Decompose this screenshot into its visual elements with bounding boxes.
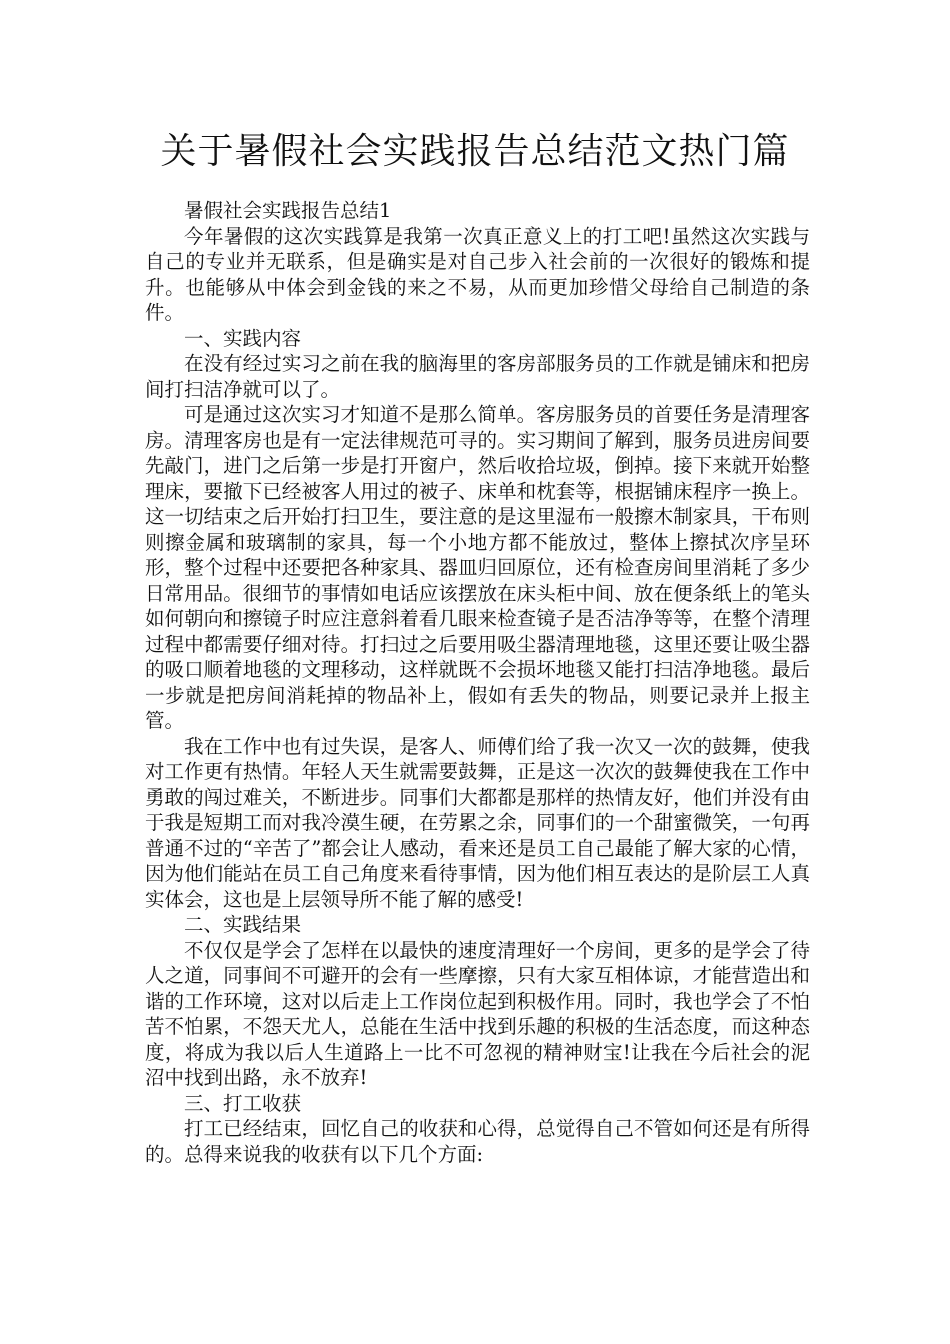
section-heading-work-gains: 三、打工收获 bbox=[184, 1091, 302, 1115]
document-title: 关于暑假社会实践报告总结范文热门篇 bbox=[160, 131, 790, 172]
document-body bbox=[145, 198, 810, 1167]
paragraph-heading-report-1: 暑假社会实践报告总结1 bbox=[184, 199, 392, 222]
paragraph: 可是通过这次实习才知道不是那么简单。客房服务员的首要任务是清理客房。清理客房也是有一定法律规范可寻的。实习期间了解到，服务员进房间要先敲门，进门之后第一步是打开窗户，然后收拾垃圾，倒掉。接下来就开始整理床，要撤下已经被客人用过的被子、床单和枕套等，根据铺床程序一换上。这一切结束之后开始打扫卫生，要注意的是这里湿布一般擦木制家具，干布则则擦金属和玻璃制的家具，每一个小地方都不能放过，整体上擦拭次序呈环形，整个过程中还要把各种家具、器皿归回原位，还有检查房间里消耗了多少日常用品。很细节的事情如电话应该摆放在床头柜中间、放在便条纸上的笔头如何朝向和擦镜子时应注意斜着看几眼来检查镜子是否洁净等等，在整个清理过程中都需要仔细对待。打扫过之后要用吸尘器清理地毯，这里还要让吸尘器的吸口顺着地毯的文理移动，这样就既不会损坏地毯又能打扫洁净地毯。最后一步就是把房间消耗掉的物品补上，假如有丢失的物品，则要记录并上报主管。 bbox=[145, 403, 810, 732]
section-heading-practice-results: 二、实践结果 bbox=[184, 913, 302, 936]
paragraph: 不仅仅是学会了怎样在以最快的速度清理好一个房间，更多的是学会了待人之道，同事间不可避开的会有一些摩擦，只有大家互相体谅，才能营造出和谐的工作环境，这对以后走上工作岗位起到积极作用。同时，我也学会了不怕苦不怕累，不怨天尤人，总能在生活中找到乐趣的积极的生活态度，而这种态度，将成为我以后人生道路上一比不可忽视的精神财宝!让我在今后社会的泥沼中找到出路，永不放弃! bbox=[145, 938, 810, 1089]
paragraph: 在没有经过实习之前在我的脑海里的客房部服务员的工作就是铺床和把房间打扫洁净就可以了。 bbox=[145, 352, 810, 401]
paragraph: 我在工作中也有过失误，是客人、师傅们给了我一次又一次的鼓舞，使我对工作更有热情。年轻人天生就需要鼓舞，正是这一次次的鼓舞使我在工作中勇敢的闯过难关，不断进步。同事们大都都是那样的热情友好，他们并没有由于我是短期工而对我冷漠生硬，在劳累之余，同事们的一个甜蜜微笑，一句再普通不过的“辛苦了”都会让人感动，看来还是员工自己最能了解大家的心情，因为他们能站在员工自己角度来看待事情，因为他们相互表达的是阶层工人真实体会，这也是上层领导所不能了解的感受! bbox=[145, 734, 810, 911]
section-heading-practice-content: 一、实践内容 bbox=[184, 326, 302, 350]
paragraph-intro: 今年暑假的这次实践算是我第一次真正意义上的打工吧!虽然这次实践与自己的专业并无联系，但是确实是对自己步入社会前的一次很好的锻炼和提升。也能够从中体会到金钱的来之不易，从而更加珍惜父母给自己制造的条件。 bbox=[145, 224, 810, 324]
paragraph: 打工已经结束，回忆自己的收获和心得，总觉得自己不管如何还是有所得的。总得来说我的收获有以下几个方面: bbox=[145, 1117, 810, 1166]
